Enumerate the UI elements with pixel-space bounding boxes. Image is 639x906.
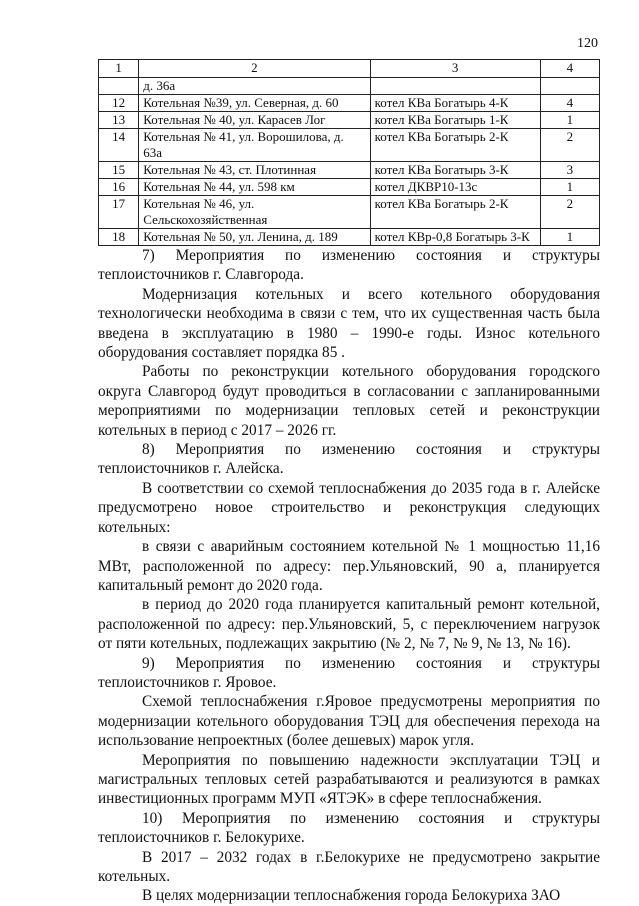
row-number-cell: 16: [99, 179, 139, 196]
table-row: [99, 229, 600, 246]
paragraph: В соответствии со схемой теплоснабжения до 2035 года в г. Алейске предусмотрено новое строительство и реконструкция следующих котельных:: [98, 479, 600, 536]
table-row: [99, 196, 600, 229]
boiler-house-cell: Котельная № 50, ул. Ленина, д. 189: [139, 229, 370, 246]
count-cell: [540, 78, 599, 95]
paragraph: Работы по реконструкции котельного оборудования городского округа Славгород будут проводиться в согласовании с запланированными мероприятиями по модернизации тепловых сетей и реконструкции котельных в период с 2017 – 2026 гг.: [98, 363, 600, 439]
equipment-cell: котел КВа Богатырь 3-К: [370, 162, 540, 179]
equipment-cell: котел КВа Богатырь 2-К: [370, 129, 540, 162]
row-number-cell: 17: [99, 196, 139, 229]
equipment-cell: котел КВа Богатырь 2-К: [370, 196, 540, 229]
boiler-house-cell: д. 36а: [139, 78, 370, 95]
boiler-house-cell: Котельная № 40, ул. Карасев Лог: [139, 112, 370, 129]
equipment-cell: [370, 78, 540, 95]
row-number-cell: 14: [99, 129, 139, 162]
table-row: [99, 78, 600, 95]
paragraph: Модернизация котельных и всего котельного оборудования технологически необходима в связи с тем, что их существенная часть была введена в эксплуатацию в 1980 – 1990-е годы. Износ котельного оборудования составляет порядка 85 .: [98, 285, 600, 362]
section-heading: 8) Мероприятия по изменению состояния и структуры теплоисточников г. Алейска.: [98, 441, 600, 478]
count-cell: 4: [540, 95, 599, 112]
section-heading: 10) Мероприятия по изменению состояния и структуры теплоисточников г. Белокурихе.: [98, 809, 600, 847]
section-heading: 7) Мероприятия по изменению состояния и структуры теплоисточников г. Славгорода.: [98, 247, 600, 284]
page-number: 120: [577, 36, 598, 51]
row-number-cell: 12: [99, 95, 139, 112]
count-cell: 1: [540, 229, 599, 246]
paragraph: Мероприятия по повышению надежности эксплуатации ТЭЦ и магистральных тепловых сетей разрабатываются и реализуются в рамках инвестиционных программ МУП «ЯТЭК» в сфере теплоснабжения.: [98, 751, 600, 808]
table-row: [99, 129, 600, 162]
table-row: [99, 162, 600, 179]
count-cell: 3: [540, 162, 599, 179]
body-text: [98, 246, 600, 906]
row-number-cell: [99, 78, 139, 95]
header-cell: 3: [370, 60, 540, 78]
row-number-cell: 18: [99, 229, 139, 246]
equipment-cell: котел КВа Богатырь 4-К: [370, 95, 540, 112]
equipment-cell: котел КВа Богатырь 1-К: [370, 112, 540, 129]
paragraph: В целях модернизации теплоснабжения города Белокуриха ЗАО: [142, 887, 561, 905]
boiler-table: [98, 59, 600, 246]
row-number-cell: 15: [99, 162, 139, 179]
boiler-house-cell: Котельная № 46, ул. Сельскохозяйственная: [139, 196, 370, 229]
boiler-house-cell: Котельная №39, ул. Северная, д. 60: [139, 95, 370, 112]
count-cell: 2: [540, 196, 599, 229]
paragraph: В 2017 – 2032 годах в г.Белокурихе не предусмотрено закрытие котельных.: [98, 848, 600, 885]
table-row: [99, 95, 600, 112]
boiler-house-cell: Котельная № 44, ул. 598 км: [139, 179, 370, 196]
count-cell: 1: [540, 112, 599, 129]
paragraph: Схемой теплоснабжения г.Яровое предусмотрены мероприятия по модернизации котельного оборудования ТЭЦ для обеспечения перехода на использование непроектных (более дешевых) марок угля.: [98, 693, 600, 750]
row-number-cell: 13: [99, 112, 139, 129]
boiler-house-cell: Котельная № 43, ст. Плотинная: [139, 162, 370, 179]
header-cell: 2: [139, 60, 370, 78]
paragraph: в период до 2020 года планируется капитальный ремонт котельной, расположенной по адресу: пер.Ульяновский, 5, с переключением нагрузок от пяти котельных, подлежащих закрытию (№ 2, № 7, № 9, № 13, № 16).: [98, 596, 600, 653]
header-cell: 1: [99, 60, 139, 78]
section-heading: 9) Мероприятия по изменению состояния и структуры теплоисточников г. Яровое.: [98, 654, 600, 691]
paragraph: в связи с аварийным состоянием котельной № 1 мощностью 11,16 МВт, расположенной по адресу: пер.Ульяновский, 90 а, планируется капитальный ремонт до 2020 года.: [98, 538, 600, 594]
table-header-row: [99, 60, 600, 78]
boiler-house-cell: Котельная № 41, ул. Ворошилова, д. 63а: [139, 129, 370, 162]
count-cell: 2: [540, 129, 599, 162]
table-row: [99, 112, 600, 129]
equipment-cell: котел КВр-0,8 Богатырь 3-К: [370, 229, 540, 246]
equipment-cell: котел ДКВР10-13с: [370, 179, 540, 196]
table-row: [99, 179, 600, 196]
count-cell: 1: [540, 179, 599, 196]
header-cell: 4: [540, 60, 599, 78]
